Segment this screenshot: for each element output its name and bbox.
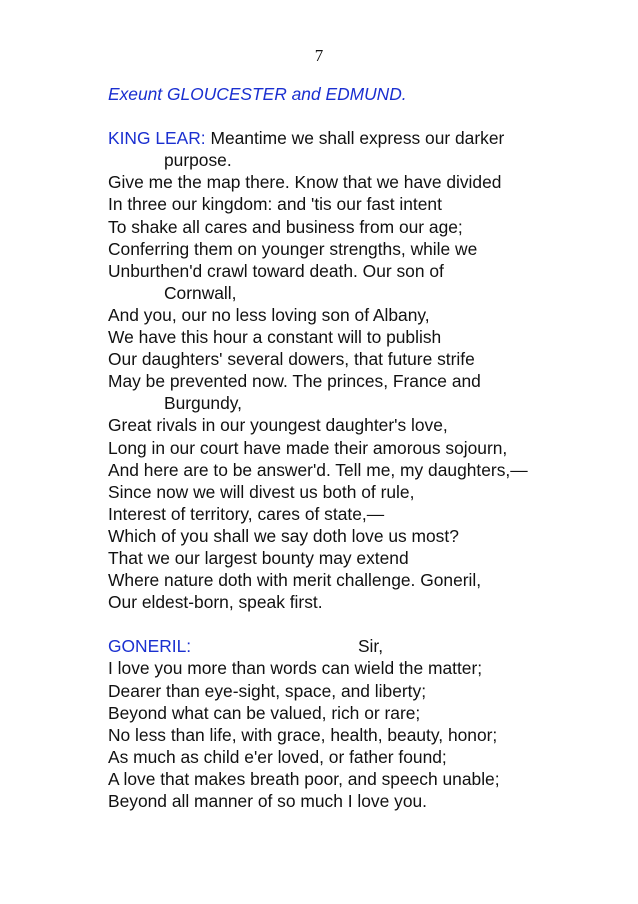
verse-line: Since now we will divest us both of rule, [108, 481, 415, 502]
verse-line: As much as child e'er loved, or father found; [108, 746, 447, 767]
verse-line: Where nature doth with merit challenge. Goneril, [108, 570, 482, 591]
speaker-name-king-lear: KING LEAR: [108, 128, 206, 149]
verse-line: purpose. [164, 150, 232, 171]
verse-line: Unburthen'd crawl toward death. Our son of [108, 260, 444, 281]
verse-line: Conferring them on younger strengths, while we [108, 238, 478, 259]
verse-line: Beyond what can be valued, rich or rare; [108, 702, 421, 723]
verse-line: Which of you shall we say doth love us most? [108, 525, 459, 546]
verse-line: May be prevented now. The princes, France and [108, 371, 481, 392]
verse-line: That we our largest bounty may extend [108, 547, 409, 568]
verse-line: Burgundy, [164, 393, 242, 414]
verse-line: Meantime we shall express our darker [210, 128, 505, 149]
spacer [108, 105, 628, 127]
verse-line: We have this hour a constant will to publish [108, 327, 442, 348]
verse-line: Cornwall, [164, 282, 237, 303]
speaker-name-goneril: GONERIL: [108, 636, 192, 657]
stage-direction: Exeunt GLOUCESTER and EDMUND. [108, 84, 407, 104]
play-text [108, 83, 628, 812]
verse-line: Beyond all manner of so much I love you. [108, 791, 428, 811]
verse-line: And here are to be answer'd. Tell me, my daughters,— [108, 459, 528, 480]
verse-line: No less than life, with grace, health, beauty, honor; [108, 724, 498, 745]
speech-king-lear-first-line [108, 127, 628, 149]
verse-line: Long in our court have made their amorous sojourn, [108, 437, 508, 458]
verse-line: Give me the map there. Know that we have divided [108, 172, 502, 193]
verse-line: Dearer than eye-sight, space, and liberty; [108, 680, 427, 701]
verse-line: In three our kingdom: and 'tis our fast intent [108, 194, 442, 215]
verse-line: And you, our no less loving son of Albany, [108, 304, 430, 325]
spacer [108, 613, 628, 635]
verse-line: I love you more than words can wield the matter; [108, 658, 483, 679]
verse-line: A love that makes breath poor, and speech unable; [108, 768, 500, 789]
verse-line: Sir, [357, 636, 384, 657]
verse-line: Our daughters' several dowers, that future strife [108, 349, 475, 370]
verse-line: Our eldest-born, speak first. [108, 592, 323, 613]
speech-goneril-first-line [108, 635, 628, 657]
verse-line: Great rivals in our youngest daughter's love, [108, 415, 448, 436]
verse-line: Interest of territory, cares of state,— [108, 503, 385, 524]
page-number: 7 [314, 46, 324, 65]
verse-line: To shake all cares and business from our age; [108, 216, 463, 237]
